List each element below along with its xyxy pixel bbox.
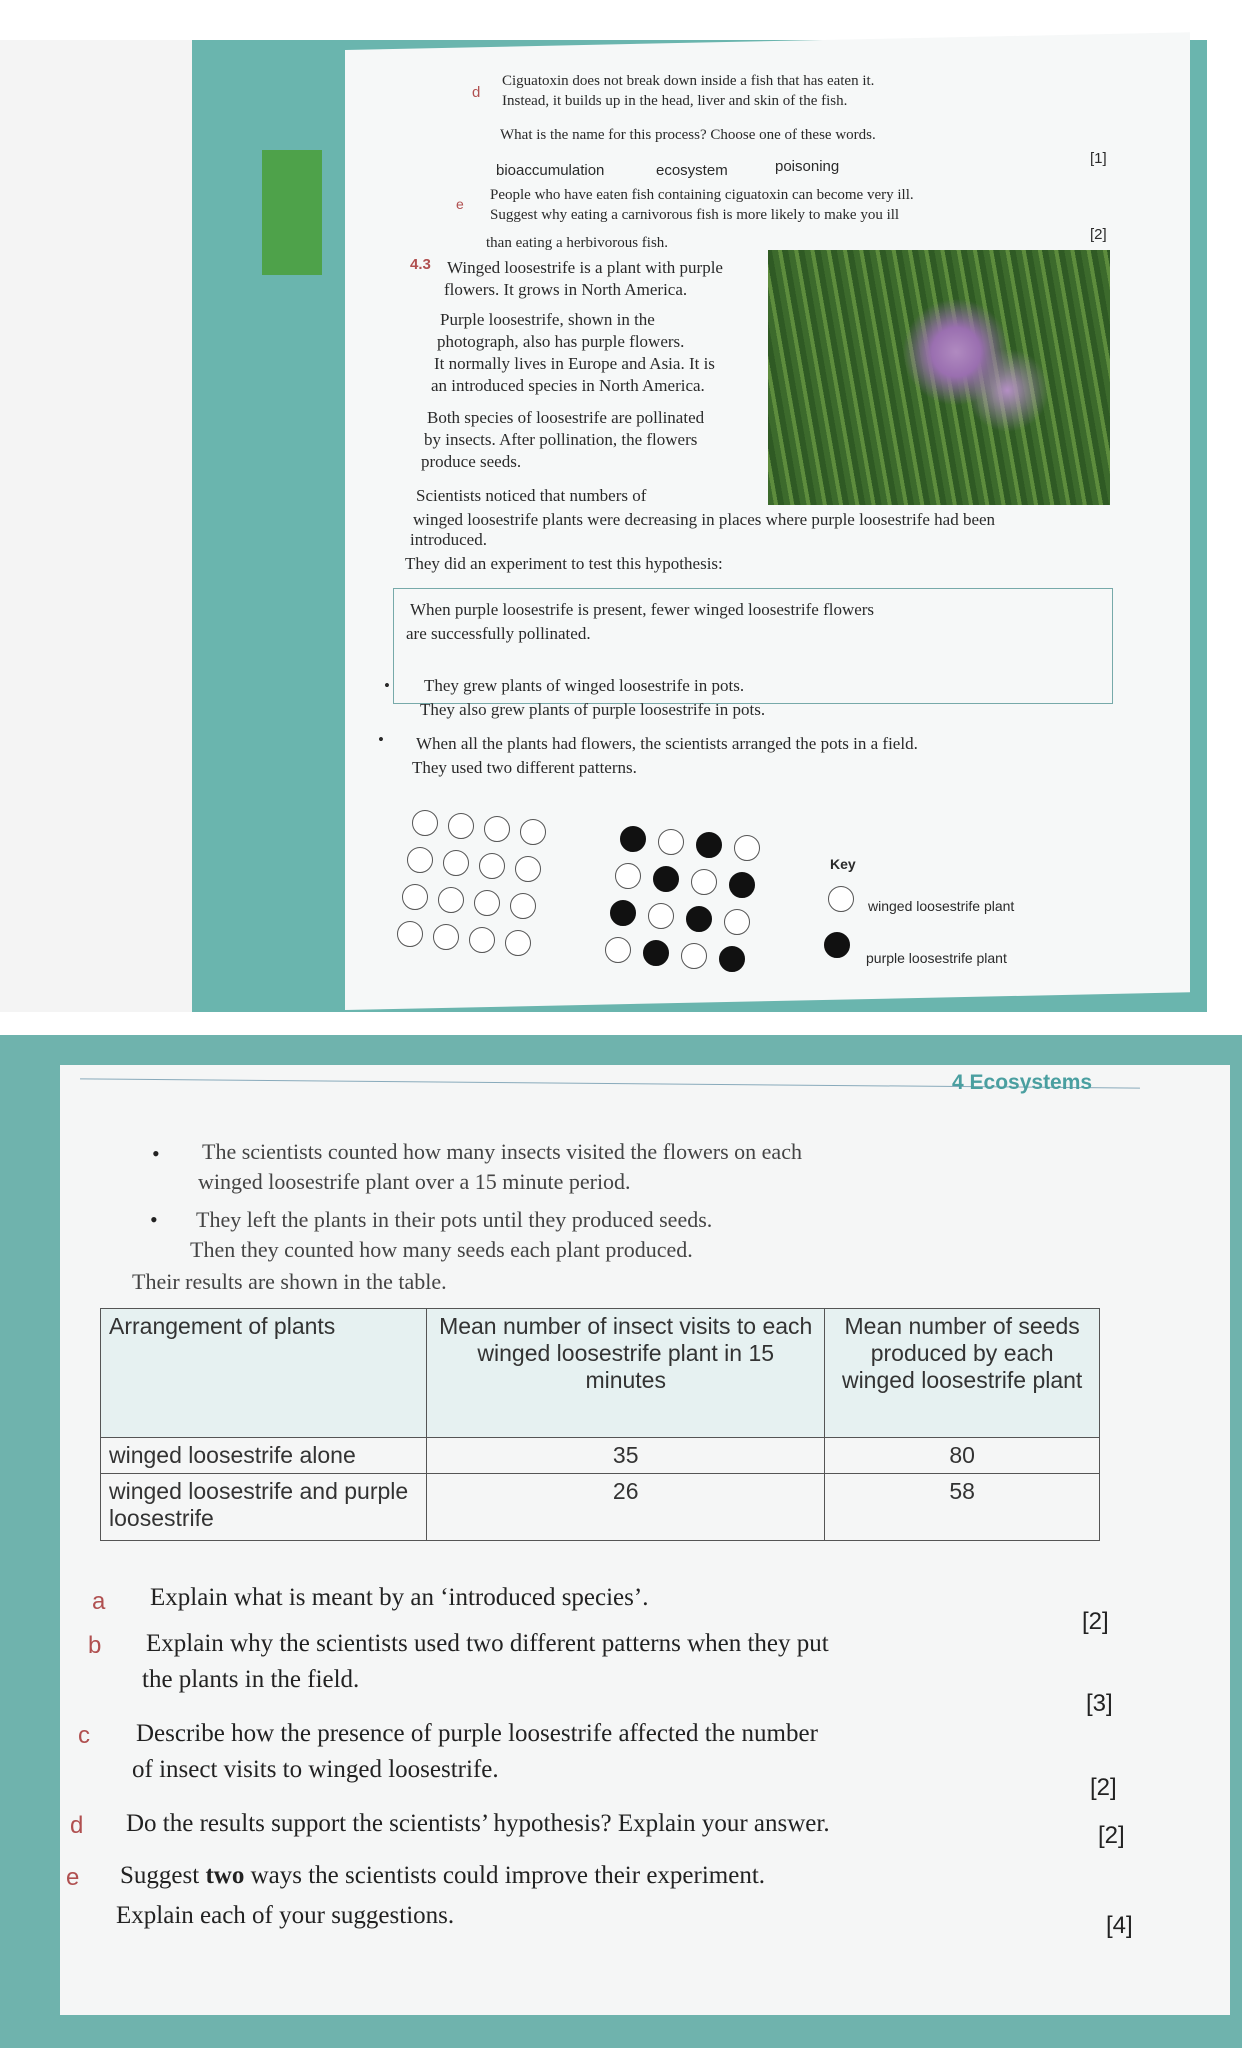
purple-loosestrife-pot	[643, 940, 669, 966]
winged-loosestrife-pot	[510, 893, 536, 919]
para2-line-2: photograph, also has purple flowers.	[437, 332, 685, 351]
question-c-line-2: of insect visits to winged loosestrife.	[132, 1756, 499, 1783]
table-row-2-seeds: 58	[825, 1474, 1100, 1541]
winged-loosestrife-pot	[515, 856, 541, 882]
purple-loosestrife-pot	[696, 832, 722, 858]
question-c-letter: c	[78, 1722, 90, 1749]
question-b-line-1: Explain why the scientists used two different patterns when they put	[146, 1630, 829, 1657]
key-purple-circle	[824, 932, 850, 958]
bullet1-line-1: They grew plants of winged loosestrife in pots.	[424, 676, 745, 695]
bullet2-line-2: They used two different patterns.	[412, 758, 637, 777]
winged-loosestrife-pot	[724, 909, 750, 935]
para1-line-2: flowers. It grows in North America.	[444, 280, 688, 299]
winged-loosestrife-pot	[397, 921, 423, 947]
winged-loosestrife-pot	[520, 819, 546, 845]
question-e-post: ways the scientists could improve their experiment.	[244, 1862, 766, 1889]
chapter-heading: 4 Ecosystems	[952, 1071, 1093, 1094]
para3-line-1: Both species of loosestrife are pollinated	[427, 408, 705, 427]
winged-loosestrife-pot	[402, 884, 428, 910]
winged-loosestrife-pot	[412, 810, 438, 836]
table-header-seeds: Mean number of seeds produced by each winged loosestrife plant	[825, 1309, 1100, 1438]
winged-loosestrife-pot	[433, 924, 459, 950]
left-background	[0, 40, 192, 1012]
question-d-mark: [1]	[1090, 150, 1107, 167]
bullet1-line-2: They also grew plants of purple loosestrife in pots.	[420, 700, 766, 719]
para4-line-1: Scientists noticed that numbers of	[416, 486, 647, 505]
question-a-line-1: Explain what is meant by an ‘introduced species’.	[150, 1584, 649, 1611]
purple-loosestrife-pot	[686, 906, 712, 932]
question-e-line-1: People who have eaten fish containing ciguatoxin can become very ill.	[490, 187, 914, 203]
key-purple-label: purple loosestrife plant	[866, 950, 1007, 966]
results-table	[100, 1308, 1100, 1541]
winged-loosestrife-pot	[484, 816, 510, 842]
question-e-line-1-p2	[120, 1860, 765, 1893]
bullet4-line-1: They left the plants in their pots until they produced seeds.	[196, 1207, 713, 1232]
table-row-1-arrangement: winged loosestrife alone	[101, 1438, 427, 1474]
question-a-letter: a	[92, 1588, 106, 1615]
bullet-dot: •	[378, 730, 384, 749]
word-option-bioaccumulation: bioaccumulation	[496, 162, 605, 179]
question-e-letter-p2: e	[66, 1864, 80, 1891]
winged-loosestrife-pot	[734, 835, 760, 861]
para4-line-3: introduced.	[410, 530, 487, 549]
purple-loosestrife-pot	[729, 872, 755, 898]
winged-loosestrife-pot	[505, 930, 531, 956]
question-d-letter-p2: d	[70, 1812, 84, 1839]
para2-line-3: It normally lives in Europe and Asia. It is	[434, 354, 715, 373]
winged-loosestrife-pot	[448, 813, 474, 839]
question-4-3-number: 4.3	[410, 256, 431, 273]
question-d-line-1: Ciguatoxin does not break down inside a fish that has eaten it.	[502, 73, 875, 89]
question-d-line-1-p2: Do the results support the scientists’ hypothesis? Explain your answer.	[126, 1810, 830, 1837]
question-d-letter: d	[472, 84, 481, 101]
table-row-2-arrangement: winged loosestrife and purple loosestrife	[101, 1474, 427, 1541]
green-tab-marker	[262, 150, 322, 275]
question-e-pre: Suggest	[120, 1862, 206, 1889]
question-e-mark: [2]	[1090, 226, 1107, 243]
question-b-letter: b	[88, 1632, 102, 1659]
purple-loosestrife-photo	[768, 250, 1110, 505]
para2-line-1: Purple loosestrife, shown in the	[440, 310, 655, 329]
table-row-1-seeds: 80	[825, 1438, 1100, 1474]
bullet2-line-1: When all the plants had flowers, the scientists arranged the pots in a field.	[416, 734, 918, 753]
para3-line-3: produce seeds.	[421, 452, 522, 471]
question-d-prompt: What is the name for this process? Choose one of these words.	[500, 127, 876, 143]
winged-loosestrife-pot	[469, 927, 495, 953]
bullet-dot: •	[152, 1141, 160, 1166]
bullet3-line-2: winged loosestrife plant over a 15 minute period.	[198, 1169, 631, 1194]
winged-loosestrife-pot	[691, 869, 717, 895]
para5: They did an experiment to test this hypothesis:	[405, 554, 723, 573]
key-title: Key	[830, 856, 856, 872]
results-intro: Their results are shown in the table.	[132, 1269, 447, 1294]
winged-loosestrife-pot	[474, 890, 500, 916]
word-option-ecosystem: ecosystem	[656, 162, 728, 179]
question-d-line-2: Instead, it builds up in the head, liver and skin of the fish.	[502, 93, 848, 109]
question-e-line-2: Suggest why eating a carnivorous fish is more likely to make you ill	[490, 207, 900, 223]
purple-loosestrife-pot	[653, 866, 679, 892]
purple-loosestrife-pot	[610, 900, 636, 926]
hypothesis-line-2: are successfully pollinated.	[406, 624, 591, 643]
table-row-2-visits: 26	[427, 1474, 825, 1541]
purple-loosestrife-pot	[719, 946, 745, 972]
winged-loosestrife-pot	[407, 847, 433, 873]
table-header-insect-visits: Mean number of insect visits to each winged loosestrife plant in 15 minutes	[427, 1309, 825, 1438]
table-row-1-visits: 35	[427, 1438, 825, 1474]
para2-line-4: an introduced species in North America.	[431, 376, 705, 395]
key-winged-label: winged loosestrife plant	[868, 898, 1015, 914]
question-d-mark-p2: [2]	[1098, 1822, 1125, 1849]
winged-loosestrife-pot	[615, 863, 641, 889]
purple-loosestrife-pot	[620, 826, 646, 852]
hypothesis-line-1: When purple loosestrife is present, fewer winged loosestrife flowers	[410, 600, 875, 619]
bullet3-line-1: The scientists counted how many insects visited the flowers on each	[202, 1139, 802, 1164]
top-page-photo	[0, 0, 1242, 1018]
winged-loosestrife-pot	[658, 829, 684, 855]
winged-loosestrife-pot	[443, 850, 469, 876]
question-c-line-1: Describe how the presence of purple loosestrife affected the number	[136, 1720, 818, 1747]
question-b-line-2: the plants in the field.	[142, 1666, 360, 1693]
winged-loosestrife-pot	[681, 943, 707, 969]
para3-line-2: by insects. After pollination, the flowers	[424, 430, 698, 449]
question-e-line-3: than eating a herbivorous fish.	[486, 235, 669, 251]
key-winged-circle	[828, 886, 854, 912]
question-e-bold: two	[205, 1862, 245, 1889]
bullet-dot: •	[150, 1207, 158, 1232]
winged-loosestrife-pot	[605, 937, 631, 963]
bullet-dot: •	[384, 676, 390, 695]
table-header-arrangement: Arrangement of plants	[101, 1309, 427, 1438]
bullet4-line-2: Then they counted how many seeds each plant produced.	[190, 1237, 693, 1262]
winged-loosestrife-pot	[438, 887, 464, 913]
para4-line-2: winged loosestrife plants were decreasing in places where purple loosestrife had been	[413, 510, 996, 529]
question-e-letter: e	[456, 196, 464, 212]
question-c-mark: [2]	[1090, 1774, 1117, 1801]
question-b-mark: [3]	[1086, 1690, 1113, 1717]
winged-loosestrife-pot	[648, 903, 674, 929]
question-a-mark: [2]	[1082, 1608, 1109, 1635]
question-e-mark-p2: [4]	[1106, 1912, 1133, 1939]
winged-loosestrife-pot	[479, 853, 505, 879]
question-e-line-2-p2: Explain each of your suggestions.	[116, 1902, 455, 1929]
word-option-poisoning: poisoning	[775, 158, 840, 175]
para1-line-1: Winged loosestrife is a plant with purple	[447, 258, 723, 277]
